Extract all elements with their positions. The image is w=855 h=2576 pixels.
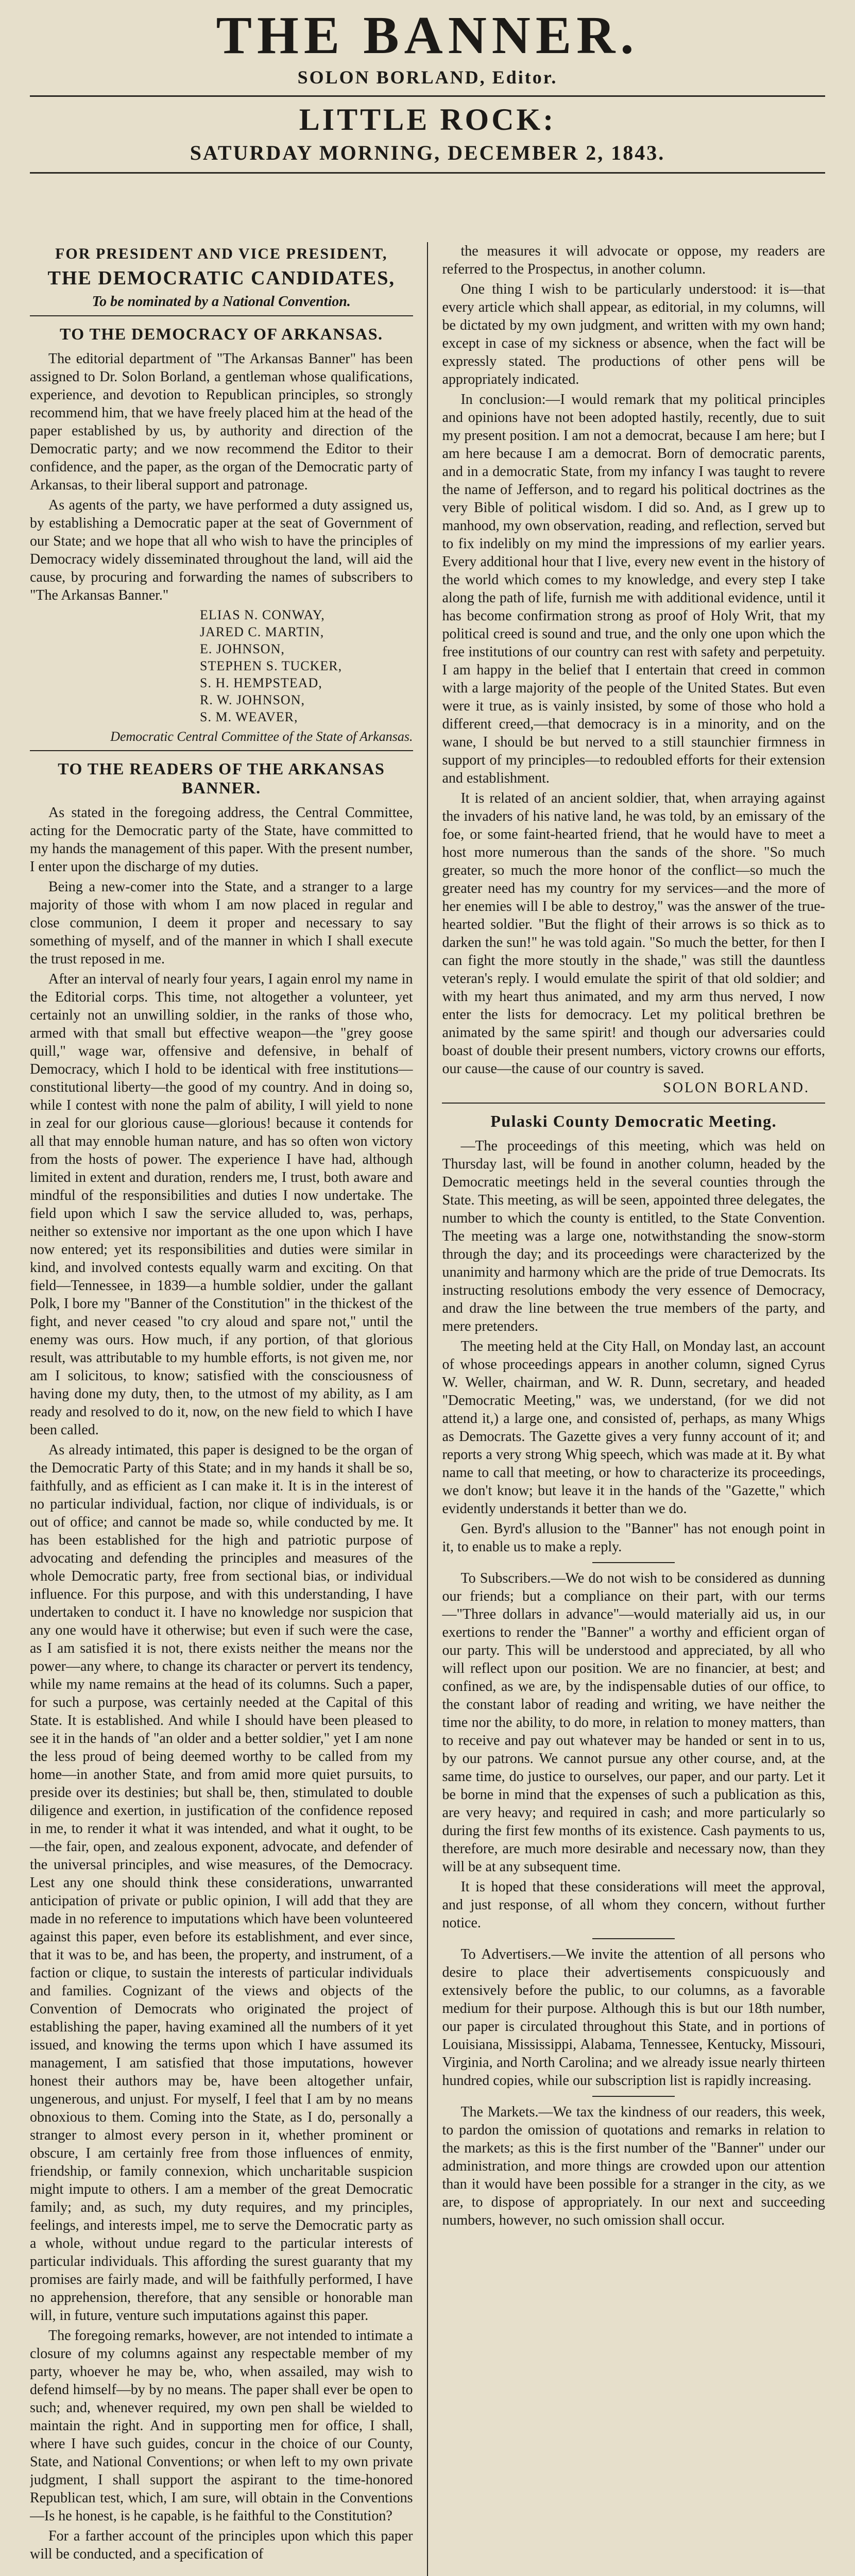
pulaski-paragraph: The meeting held at the City Hall, on Monday last, an account of whose proceedings appears in another column, signed Cyrus W. Weller, chairman, and W. R. Dunn, secretary, and headed "Democratic Meeting," was, we understand, (for we did not attend it,) a large one, and consisted of, perhaps, as many Whigs as Democrats. The Gazette gives a very funny account of it; and reports a very strong Whig speech, which was made at it. By what name to call that meeting, or how to characterize its proceedings, we don't know; but leave it in the hands of the "Gazette," which evidently understands it better than we do. (442, 1338, 825, 1517)
readers-paragraph: For a farther account of the principles upon which this paper will be conducted, and a specification of (30, 2528, 413, 2562)
hope-paragraph: It is hoped that these considerations will meet the approval, and just response, of all whom they concern, without further notice. (442, 1879, 825, 1931)
nomination-line-1: FOR PRESIDENT AND VICE PRESIDENT, (55, 245, 388, 262)
editorial-paragraph: In conclusion:—I would remark that my political principles and opinions have not been adopted hastily, recently, due to suit my present position. I am not a democrat, because I am here; but I am here because I am a democrat. Born of democratic parents, and in a democratic State, from my infancy I was taught to revere the name of Jefferson, and to regard his political doctrines as the very Bible of political wisdom. I did so. And, as I grew up to manhood, my own observation, reading, and reflection, served but to fix indelibly on my mind the impressions of my earlier years. Every additional hour that I live, every new event in the history of the world which comes to my knowledge, and every step I take along the path of life, furnish me with additional evidence, until it has become confirmation strong as proof of Holy Writ, that my political creed is sound and true, and the only one upon which the free institutions of our country can rest with safety and perpetuity. I am happy in the belief that I entertain that creed in common with a large majority of the people of the United States. But even were it true, as is vainly insisted, by some of those who hold a different creed,—that democracy is in a minority, and on the wane, I should be but nerved to a still staunchier firmness in support of my principles—to redoubled efforts for their extension and establishment. (442, 392, 825, 786)
readers-paragraph: As stated in the foregoing address, the Central Committee, acting for the Democratic party of the State, have committed to my hands the management of this paper. With the present number, I enter upon the discharge of my duties. (30, 805, 413, 875)
committee-name: S. H. HEMPSTEAD, (200, 675, 322, 690)
nomination-line-2: THE DEMOCRATIC CANDIDATES, (47, 267, 396, 289)
date-line: SATURDAY MORNING, DECEMBER 2, 1843. (190, 141, 665, 165)
democracy-paragraph: The editorial department of "The Arkansas Banner" has been assigned to Dr. Solon Borland, a gentleman whose qualifications, experience, and devotion to Republican principles, so strongly recommend him, that we have freely placed him at the head of the paper established by us, by authority and direction of the Democratic party; and we now recommend the Editor to their confidence, and the paper, as the organ of the Democratic party of Arkansas, to their liberal support and patronage. (30, 351, 413, 493)
committee-names (200, 606, 413, 725)
masthead (30, 0, 825, 174)
editorial-paragraph: It is related of an ancient soldier, that, when arraying against the invaders of his native land, he was told, by an emissary of the foe, or some faint-hearted friend, that he would have to meet a host more numerous than the sands of the shore. "So much greater, so much the more honor of the conflict—so much the greater need has my country for my services—and the more of her enemies will I be able to destroy," was the answer of the true-hearted soldier. "But the flight of their arrows is so thick as to darken the sun!" he was told again. "So much the better, for then I can fight the more stoutly in the shade," was still the dauntless veteran's reply. I would emulate the spirit of that old soldier; and with my heart thus animated, and my arm thus nerved, I now enter the lists for democracy. Let my political brethren be animated by the same spirit! and though our adversaries could boast of double their present numbers, victory crowns our efforts, our cause—the cause of our country is saved. (442, 790, 825, 1077)
editor-signature: SOLON BORLAND. (663, 1080, 810, 1096)
democracy-heading: TO THE DEMOCRACY OF ARKANSAS. (59, 325, 383, 343)
committee-name: R. W. JOHNSON, (200, 692, 305, 707)
nomination-line-3: To be nominated by a National Convention. (92, 294, 351, 310)
editorial-paragraph: One thing I wish to be particularly understood: it is—that every article which shall appear, as editorial, in my columns, will be dictated by my own judgment, and written with my own hand; except in case of my sickness or absence, when the fact will be expressly stated. The productions of other pens will be appropriately indicated. (442, 281, 825, 387)
place-line: LITTLE ROCK: (299, 103, 556, 137)
readers-paragraph: As already intimated, this paper is designed to be the organ of the Democratic Party of this State; and in my hands it shall be so, faithfully, and as efficient as I can make it. It is in the interest of no particular individual, faction, nor clique of individuals, is or out of office; and cannot be made so, while conducted by me. It has been established for the high and patriotic purpose of advocating and defending the principles and measures of the whole Democratic party, free from sectional bias, or individual influence. For this purpose, and with this understanding, I have undertaken to conduct it. I have no knowledge nor suspicion that any one would have it otherwise; but even if such were the case, as I am satisfied it is not, there exists neither the means nor the power—any where, to change its character or pervert its tendency, while my name remains at the head of its columns. Such a paper, for such a purpose, was certainly needed at the Capital of this State. It is established. And while I should have been pleased to see it in the hands of "an older and a better soldier," yet I am none the less proud of being deemed worthy to be called from my home—in another State, and from amid more quiet pursuits, to preside over its destinies; but shall be, then, stimulated to double diligence and exertion, in justification of the confidence reposed in me, to render it what it was intended, and what it ought, to be—the fair, open, and zealous exponent, advocate, and defender of the universal principles, and wise measures, of the Democracy. Lest any one should think these considerations, unwarranted anticipation of private or public opinion, I will add that they are made in no reference to imputations which have been volunteered against this paper, even before its establishment, and ever since, that it was to be, and has been, the property, and instrument, of a faction or clique, to sustain the interests of particular individuals and families. Cognizant of the views and objects of the Convention of Democrats who originated the project of establishing the paper, having examined all the numbers of it yet issued, and knowing the terms upon which I have assumed its management, I am satisfied that those imputations, however honest their authors may be, have been altogether unfair, ungenerous, and unjust. For myself, I feel that I am by no means obnoxious to them. Coming into the State, as I do, personally a stranger to almost every person in it, whether prominent or obscure, I am certainly free from those influences of enmity, friendship, or family connexion, which uncharitable suspicion might impute to others. I am a member of the great Democratic family; and, as such, my duty requires, and my principles, feelings, and interests impel, me to serve the Democratic party as a whole, without undue regard to the particular interests of particular individuals. This affording the surest guaranty that my promises are fairly made, and will be faithfully performed, I have no apprehension, therefore, that any sensible or honorable man will, in future, venture such imputations against this paper. (30, 1442, 413, 2324)
advertisers-paragraph: To Advertisers.—We invite the attention of all persons who desire to place their advertisements conspicuously and extensively before the public, to our columns, as a favorable medium for their purpose. Although this is but our 18th number, our paper is circulated throughout this State, and in portions of Louisiana, Mississippi, Alabama, Tennessee, Kentucky, Missouri, Virginia, and North Carolina; and we already issue nearly thirteen hundred copies, while our subscription list is rapidly increasing. (442, 1946, 825, 2089)
markets-paragraph: The Markets.—We tax the kindness of our readers, this week, to pardon the omission of quotations and remarks in relation to the markets; as this is the first number of the "Banner" under our administration, and more things are crowded upon our attention than it would have been possible for a stranger in the city, as we are, to dispose of appropriately. In our next and succeeding numbers, however, no such omission shall occur. (442, 2104, 825, 2228)
committee-name: ELIAS N. CONWAY, (200, 607, 325, 622)
section-rule (30, 750, 413, 751)
subscribers-paragraph: To Subscribers.—We do not wish to be considered as dunning our friends; but a compliance on their part, with our terms—"Three dollars in advance"—would materially aid us, in our exertions to render the "Banner" a worthy and efficient organ of our party. This will be understood and appreciated, by all who will reflect upon our position. We are no financier, at best; and confined, as we are, by the indispensable duties of our office, to the constant labor of reading and writing, we have neither the time nor the ability, to do more, in relation to money matters, than to receive and pay out whatever may be handed or sent in to us, by our patrons. We cannot pursue any other course, and, at the same time, do justice to ourselves, our paper, and our party. Let it be borne in mind that the expenses of such a publication as this, are very heavy; and required in cash; and more particularly so during the first few months of its existence. Cash payments to us, therefore, are much more desirable and necessary now, than they will be at any subsequent time. (442, 1570, 825, 1875)
readers-paragraph: The foregoing remarks, however, are not intended to intimate a closure of my columns against any respectable member of my party, whoever he may be, who, when assailed, may wish to defend himself—by by no means. The paper shall ever be open to such; and, whenever required, my own pen shall be wielded to maintain the right. And in supporting men for office, I shall, where I have such guides, concur in the choice of our County, State, and National Conventions; or when left to my own private judgment, I shall support the aspirant to the time-honored Republican test, which, I am sure, will obtain in the Conventions—Is he honest, is he capable, is he faithful to the Constitution? (30, 2328, 413, 2524)
pulaski-paragraph: Gen. Byrd's allusion to the "Banner" has not enough point in it, to enable us to make a reply. (442, 1521, 825, 1555)
committee-name: JARED C. MARTIN, (200, 624, 324, 639)
readers-paragraph: After an interval of nearly four years, I again enrol my name in the Editorial corps. This time, not altogether a volunteer, yet certainly not an unwilling soldier, in the ranks of those who, armed with that small but effective weapon—the "grey goose quill," wage war, offensive and defensive, in behalf of Democracy, which I hold to be identical with free institutions—constitutional liberty—the good of my country. And in doing so, while I contest with none the palm of ability, I will yield to none in zeal for our glorious cause—glorious! because it contends for all that may ennoble human nature, and has so often won victory from the hosts of power. The experience I have had, although limited in extent and duration, renders me, I trust, both aware and mindful of the responsibilities and duties I now undertake. The field upon which I saw the service alluded to, was, perhaps, neither so extensive nor important as the one upon which I have now entered; yet its responsibilities and duties were similar in kind, and involved contests equally warm and exciting. On that field—Tennessee, in 1839—a humble soldier, under the gallant Polk, I bore my "Banner of the Constitution" in the thickest of the fight, and never ceased "to cry aloud and spare not," until the enemy was ours. How much, if any portion, of that glorious result, was attributable to my humble efforts, is not given me, nor am I solicitous, to know; satisfied with the consciousness of having done my duty, then, to the utmost of my ability, as I am ready and resolved to do it, now, on the new field to which I have been called. (30, 971, 413, 1438)
masthead-rule-bottom (30, 172, 825, 174)
column-divider (427, 242, 429, 2576)
committee-name: E. JOHNSON, (200, 641, 285, 656)
editor-line: SOLON BORLAND, Editor. (297, 67, 558, 88)
committee-name: STEPHEN S. TUCKER, (200, 658, 343, 673)
pulaski-paragraph: —The proceedings of this meeting, which was held on Thursday last, will be found in another column, headed by the Democratic meetings held in the several counties through the State. This meeting, as will be seen, appointed three delegates, the number to which the county is entitled, to the State Convention. The meeting was a large one, notwithstanding the snow-storm through the day; and its proceedings were characterized by the unanimity and harmony which are the pride of true Democrats. Its instructing resolutions embody the very essence of Democracy, and draw the line between the true members of the party, and mere pretenders. (442, 1138, 825, 1334)
right-column (442, 242, 825, 2576)
democracy-paragraph: As agents of the party, we have performed a duty assigned us, by establishing a Democratic paper at the seat of Government of our State; and we hope that all who wish to have the principles of Democracy widely disseminated throughout the land, will aid the cause, by procuring and forwarding the names of subscribers to "The Arkansas Banner." (30, 497, 413, 603)
section-rule (30, 315, 413, 316)
section-rule (442, 1103, 825, 1104)
short-rule (592, 2096, 675, 2097)
short-rule (592, 1562, 675, 1563)
editorial-paragraph: the measures it will advocate or oppose, my readers are referred to the Prospectus, in another column. (442, 243, 825, 277)
pulaski-heading: Pulaski County Democratic Meeting. (490, 1112, 777, 1130)
readers-paragraph: Being a new-comer into the State, and a stranger to a large majority of those with whom I am now placed in regular and close communion, I deem it proper and necessary to say something of myself, and of the manner in which I shall execute the trust reposed in me. (30, 879, 413, 967)
committee-name: S. M. WEAVER, (200, 709, 298, 724)
committee-caption: Democratic Central Committee of the State of Arkansas. (110, 729, 413, 744)
left-column (30, 242, 413, 2576)
readers-heading: TO THE READERS OF THE ARKANSAS BANNER. (58, 759, 385, 797)
columns (30, 242, 825, 2576)
masthead-rule (30, 95, 825, 97)
newspaper-title: THE BANNER. (216, 6, 639, 65)
short-rule (592, 1938, 675, 1939)
